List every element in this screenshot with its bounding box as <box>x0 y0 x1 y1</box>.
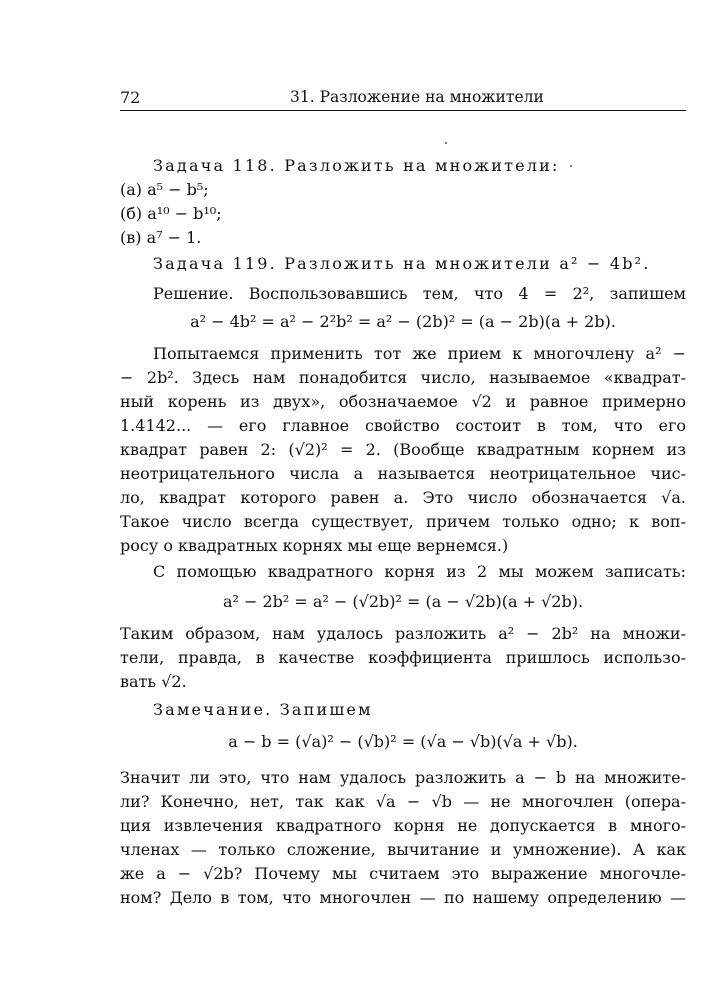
paragraph-line: ция извлечения квадратного корня не допускается в много- <box>120 816 686 835</box>
formula-3: a − b = (√a)² − (√b)² = (√a − √b)(√a + √b). <box>228 732 578 751</box>
problem-118-item-c: (в) a⁷ − 1. <box>120 228 202 247</box>
paragraph-line: же a − √2b? Почему мы считаем это выражение многочле- <box>120 864 686 883</box>
paragraph-line: ло, квадрат которого равен a. Это число обозначается √a. <box>120 488 686 507</box>
solution-line: Решение. Воспользовавшись тем, что 4 = 2², запишем <box>153 284 686 303</box>
paragraph-line: членах — только сложение, вычитание и умножение). А как <box>120 840 686 859</box>
problem-119-heading: Задача 119. Разложить на множители a² − 4b². <box>153 254 651 273</box>
paragraph-line: Такое число всегда существует, причем только одно; к воп- <box>120 512 686 531</box>
problem-118-item-b: (б) a¹⁰ − b¹⁰; <box>120 204 222 223</box>
chapter-title: 31. Разложение на множители <box>290 88 544 106</box>
paragraph-line: Попытаемся применить тот же прием к многочлену a² − <box>153 344 686 363</box>
speck <box>445 142 447 144</box>
paragraph-line: вать √2. <box>120 672 187 691</box>
paragraph-line: квадрат равен 2: (√2)² = 2. (Вообще квадратным корнем из <box>120 440 686 459</box>
remark-heading: Замечание. Запишем <box>153 700 373 719</box>
paragraph-line: неотрицательного числа a называется неотрицательное чис- <box>120 464 686 483</box>
running-header <box>120 88 686 111</box>
paragraph-line: тели, правда, в качестве коэффициента пришлось использо- <box>120 648 686 667</box>
page-number: 72 <box>120 88 141 107</box>
paragraph-line: Значит ли это, что нам удалось разложить a − b на множите- <box>120 768 686 787</box>
paragraph-line: ли? Конечно, нет, так как √a − √b — не многочлен (опера- <box>120 792 686 811</box>
paragraph-line: ный корень из двух», обозначаемое √2 и равное примерно <box>120 392 686 411</box>
paragraph-line: С помощью квадратного корня из 2 мы можем записать: <box>153 562 686 581</box>
formula-1: a² − 4b² = a² − 2²b² = a² − (2b)² = (a − 2b)(a + 2b). <box>190 312 616 331</box>
paragraph-line: Таким образом, нам удалось разложить a² − 2b² на множи- <box>120 624 686 643</box>
problem-118-item-a: (а) a⁵ − b⁵; <box>120 180 209 199</box>
formula-2: a² − 2b² = a² − (√2b)² = (a − √2b)(a + √2b). <box>222 592 584 611</box>
paragraph-line: 1.4142... — его главное свойство состоит в том, что его <box>120 416 686 435</box>
paragraph-line: − 2b². Здесь нам понадобится число, называемое «квадрат- <box>120 368 686 387</box>
paragraph-line: ном? Дело в том, что многочлен — по нашему определению — <box>120 888 686 907</box>
paragraph-line: росу о квадратных корнях мы еще вернемся.) <box>120 536 509 555</box>
problem-118-heading: Задача 118. Разложить на множители: <box>153 156 560 175</box>
